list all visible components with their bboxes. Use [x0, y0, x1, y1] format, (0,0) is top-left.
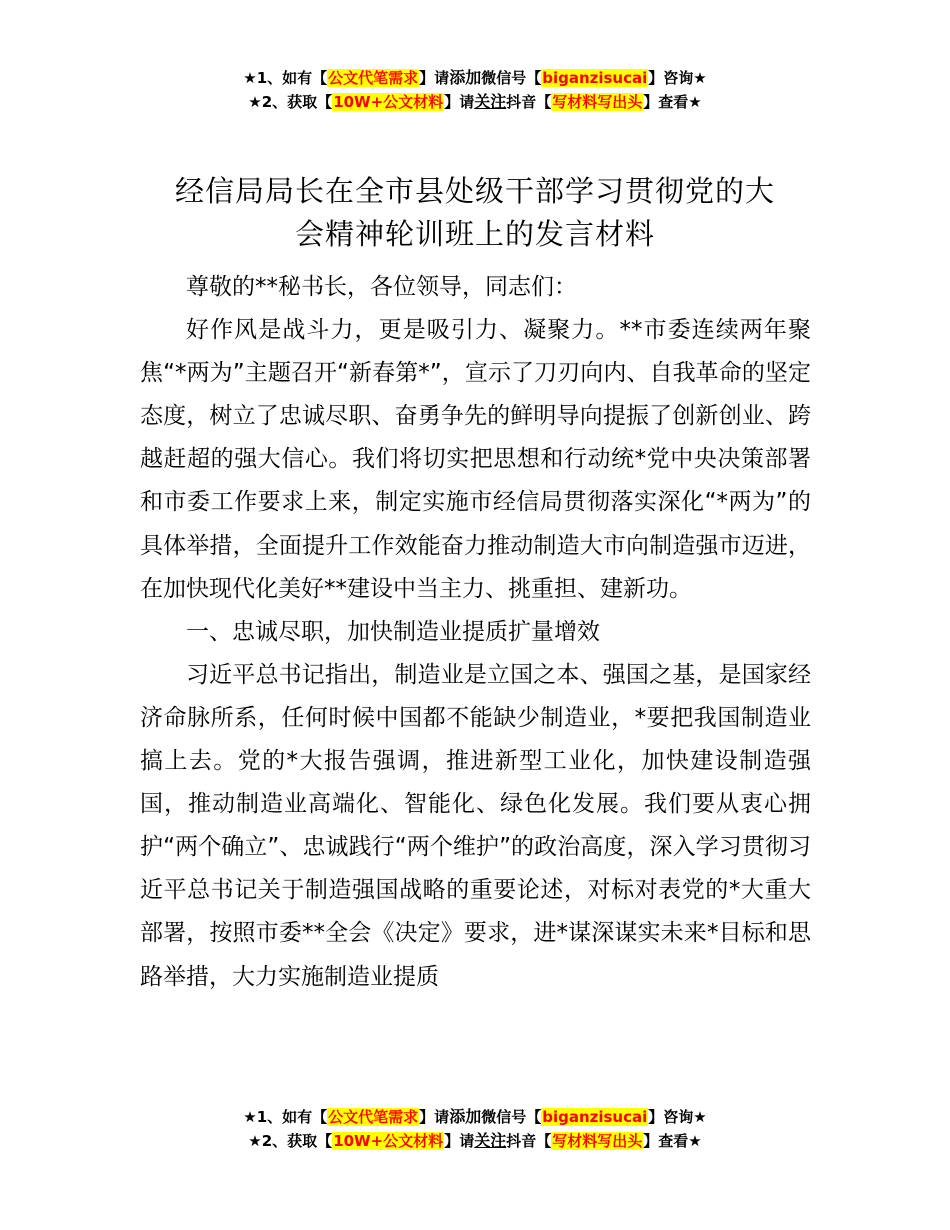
document-body [140, 266, 811, 999]
top-ad-banner [0, 66, 950, 114]
ad-line-1: ★1、如有【公文代笔需求】请添加微信号【biganzisucai】咨询★ [243, 1107, 707, 1126]
paragraph-2: 习近平总书记指出，制造业是立国之本、强国之基，是国家经济命脉所系，任何时候中国都不能缺少制造业，*要把我国制造业搞上去。党的*大报告强调，推进新型工业化，加快建设制造强国，推动制造业高端化、智能化、绿色化发展。我们要从衷心拥护“两个确立”、忠诚践行“两个维护”的政治高度，深入学习贯彻习近平总书记关于制造强国战略的重要论述，对标对表党的*大重大部署，按照市委**全会《决定》要求，进*谋深谋实未来*目标和思路举措，大力实施制造业提质 [140, 661, 811, 990]
section-heading-1: 一、忠诚尽职，加快制造业提质扩量增效 [186, 618, 600, 645]
ad-highlight: biganzisucai [542, 1108, 648, 1126]
ad-line-2: ★2、获取【10W+公文材料】请关注抖音【写材料写出头】查看★ [248, 92, 702, 111]
salutation: 尊敬的**秘书长，各位领导，同志们： [186, 274, 577, 300]
ad-highlight: 10W+公文材料 [333, 93, 444, 111]
ad-highlight: 10W+公文材料 [333, 1132, 444, 1150]
ad-highlight: biganzisucai [542, 69, 648, 87]
bottom-ad-banner [0, 1105, 950, 1153]
title-line-1: 经信局局长在全市县处级干部学习贯彻党的大 [174, 174, 775, 208]
title-line-2: 会精神轮训班上的发言材料 [294, 217, 655, 251]
ad-highlight: 写材料写出头 [552, 93, 643, 111]
ad-highlight: 公文代笔需求 [328, 69, 419, 87]
ad-line-2: ★2、获取【10W+公文材料】请关注抖音【写材料写出头】查看★ [248, 1131, 702, 1150]
paragraph-1: 好作风是战斗力，更是吸引力、凝聚力。**市委连续两年聚焦“*两为”主题召开“新春第*”，宣示了刀刃向内、自我革命的坚定态度，树立了忠诚尽职、奋勇争先的鲜明导向提振了创新创业、跨越赶超的强大信心。我们将切实把思想和行动统*党中央决策部署和市委工作要求上来，制定实施市经信局贯彻落实深化“*两为”的具体举措，全面提升工作效能奋力推动制造大市向制造强市迈进，在加快现代化美好**建设中当主力、挑重担、建新功。 [140, 317, 811, 602]
ad-line-1: ★1、如有【公文代笔需求】请添加微信号【biganzisucai】咨询★ [243, 68, 707, 87]
ad-highlight: 公文代笔需求 [328, 1108, 419, 1126]
document-title [140, 170, 810, 256]
ad-highlight: 写材料写出头 [552, 1132, 643, 1150]
